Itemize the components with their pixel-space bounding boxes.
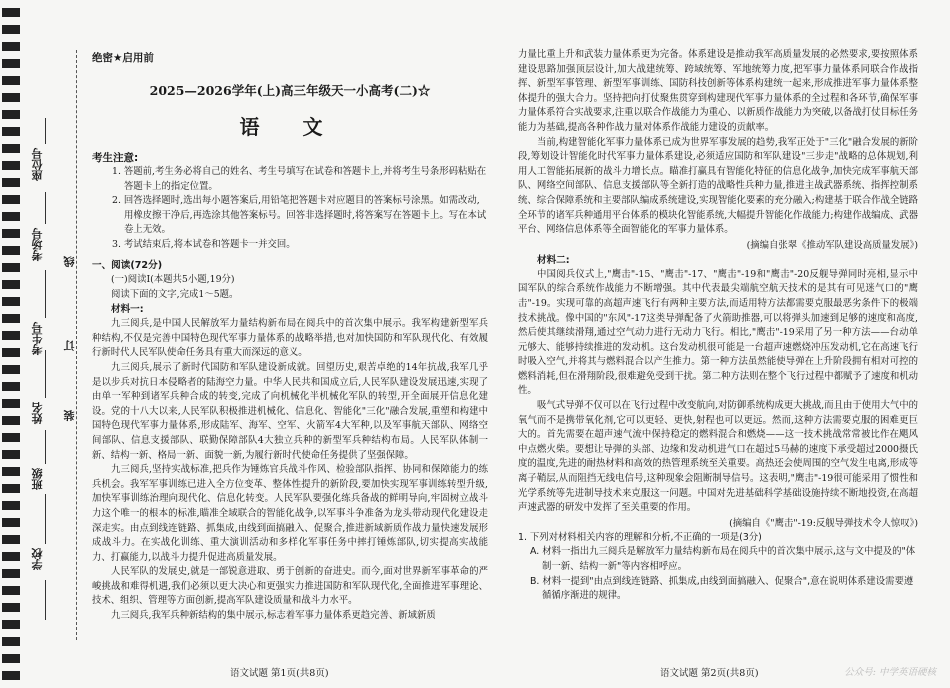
write-line[interactable]: [45, 580, 46, 620]
note-item: 2. 回答选择题时,选出每小题答案后,用铅笔把答题卡对应题目的答案标号涂黑。如需改动,用橡皮擦干净后,再选涂其他答案标号。回答非选择题时,将答案写在答题卡上。写在本试卷上无效。: [112, 195, 487, 235]
binding-bar: [2, 161, 20, 170]
binding-bar: [2, 246, 20, 255]
binding-bar: [2, 637, 20, 646]
paragraph: 九三阅兵,展示了新时代国防和军队建设新成就。回望历史,艰苦卓绝的14年抗战,我军几乎是以步兵对抗日本侵略者的陆海空力量。中华人民共和国成立后,人民军队建设发展迅速,实现了由单一军种到诸军兵种合成的转变,完成了向机械化半机械化军队的转型,开全面展开信息化建设。党的十八大以来,人民军队积极推进机械化、信息化、智能化"三化"融合发展,重塑和构建中国特色现代军事力量体系,形成陆军、海军、空军、火箭军4大军种,以及军事航天部队、网络空间部队、信息支援部队、联勤保障部队4大独立兵种的新型军兵种结构布局。人民军队体制一新、结构一新、格局一新、面貌一新,为履行新时代使命任务提供了坚强保障。: [92, 361, 488, 461]
binding-bar: [2, 8, 20, 17]
page-footer-1: 语文试题 第1页(共8页): [230, 668, 329, 679]
cut-mark-bind: 装: [63, 410, 76, 421]
binding-bar: [2, 654, 20, 663]
binding-bar: [2, 433, 20, 442]
option-b[interactable]: B. 材料一提到"由点到线连链路、抓集成,由线到面搞融入、促聚合",意在说明体系建设需要遵循循序渐进的规律。: [530, 575, 914, 602]
paragraph: 当前,构建智能化军事力量体系已成为世界军事发展的趋势,我军正处于"三化"融合发展的新阶段,筹划设计智能化时代军事力量体系建设,必须适应国防和军队建设"三步走"战略的总体规划,利用人工智能拓展新的战斗力增长点。瞄准打赢具有智能化特征的信息化战争,加快完成军事航天部队、网络空间部队、信息支援部队等全新打造的战略性兵种力量,推进主战武器系统、指挥控制系统、综合保障系统和主要部队编成系统建设,实现智能化要素的充分融入;构建基于联合作战全链路全环节的诸军兵种通用平台体系的模块化智能系统,大幅提升智能化作战能力;构建作战编成、武器平台、网络信息体系等全面智能化的军事力量体系。: [518, 136, 918, 236]
page-footer-2: 语文试题 第2页(共8页): [660, 668, 759, 679]
paragraph: 吸气式导弹不仅可以在飞行过程中改变航向,对防御系统构成更大挑战,而且由于使用大气中的氧气而不是携带氧化剂,它可以更轻、更快,射程也可以更远。然而,这种方法需要克服的困难更巨大的。首先需要在超声速气流中保持稳定的燃料混合和燃烧——这一技术挑战常常被比作在飓风中点燃火柴。要想让导弹的头部、边缘和发动机进气口在超过5马赫的速度下承受超过2000摄氏度的温度,先进的耐热材料和高效的热管理系统至关重要。高热还会使周围的空气发生电离,形成等离子鞘层,从而阻挡无线电信号,这种现象会阻断制导信号。这表明,"鹰击"-19很可能采用了惯性和光学系统等先进制导技术来克服这一问题。中国对先进基础科学基础设施持续不断地投资,在高超声速武器的研发中发挥了至关重要的作用。: [518, 400, 918, 514]
binding-bar: [2, 280, 20, 289]
question-1: 1. 下列对材料相关内容的理解和分析,不正确的一项是(3分): [518, 531, 762, 543]
binding-bar: [2, 467, 20, 476]
binding-bar: [2, 229, 20, 238]
write-line[interactable]: [45, 430, 46, 464]
note-item: 3. 考试结束后,将本试卷和答题卡一并交回。: [112, 238, 296, 250]
binding-bar: [2, 348, 20, 357]
source-citation: (摘编自《"鹰击"-19:反舰导弹技术令人惊叹》): [729, 517, 918, 529]
binding-bar: [2, 416, 20, 425]
binding-bar: [2, 331, 20, 340]
cut-mark-staple: 订: [63, 340, 76, 351]
page-2: [518, 48, 918, 604]
write-line[interactable]: [45, 270, 46, 318]
field-seat-number: 座位号: [31, 148, 44, 181]
binding-bar: [2, 518, 20, 527]
subsection-heading: (一)阅读Ⅰ(本题共5小题,19分): [111, 274, 235, 285]
binding-bar: [2, 382, 20, 391]
binding-bar: [2, 569, 20, 578]
binding-bar: [2, 484, 20, 493]
binding-bar: [2, 59, 20, 68]
material-1-label: 材料一:: [111, 304, 144, 316]
write-line[interactable]: [45, 118, 46, 144]
field-school: 学校: [31, 548, 44, 570]
field-name: 姓名: [31, 402, 44, 424]
paragraph: 人民军队的发展史,就是一部锐意进取、勇于创新的奋进史。而今,面对世界新军事革命的严峻挑战和难得机遇,我们必须以更大决心和更强实力推进国防和军队现代化,全面推进军事理论、技术、组织、管理等方面创新,提高军队建设质量和战斗力水平。: [92, 566, 488, 607]
binding-bar: [2, 399, 20, 408]
section-heading: 一、阅读(72分): [92, 260, 163, 271]
binding-bar: [2, 620, 20, 629]
binding-bar: [2, 42, 20, 51]
binding-bar: [2, 178, 20, 187]
write-line[interactable]: [45, 350, 46, 398]
binding-bar: [2, 144, 20, 153]
binding-bar: [2, 297, 20, 306]
subject-title: 语 文: [239, 115, 341, 139]
binding-bar: [2, 552, 20, 561]
cut-mark-line: 线: [63, 256, 76, 267]
option-a[interactable]: A. 材料一指出九三阅兵是解放军力量结构新布局在阅兵中的首次集中展示,这与文中提及的"体制一新、结构一新"等内容相呼应。: [530, 546, 916, 572]
material-2-label: 材料二:: [537, 254, 570, 266]
secret-label: 绝密★启用前: [92, 52, 154, 64]
write-line[interactable]: [45, 494, 46, 544]
instruction: 阅读下面的文字,完成1～5题。: [111, 288, 239, 300]
note-item: 1. 答题前,考生务必将自己的姓名、考生号填写在试卷和答题卡上,并将考生号条形码粘贴在答题卡上的指定位置。: [112, 166, 487, 192]
binding-bar: [2, 603, 20, 612]
exam-title: 2025—2026学年(上)高三年级天一小高考(二)☆: [149, 83, 431, 98]
source-citation: (摘编自张翠《推动军队建设高质量发展》): [746, 239, 918, 251]
notes-heading: 考生注意:: [92, 152, 139, 164]
binding-bar: [2, 195, 20, 204]
write-line[interactable]: [45, 192, 46, 224]
paragraph: 中国阅兵仪式上,"鹰击"-15、"鹰击"-17、"鹰击"-19和"鹰击"-20反舰导弹同时亮相,显示中国军队的综合系统作战能力不断增强。其中代表最尖端航空航天技术的是其有可见迷气口的"鹰击"-19。实现可靠的高超声速飞行有两种主要方法,而适用特方法都需要克服最恶劣条件下的极端技术挑战。像中国的"东风"-17这类导弹配备了火箭助推器,可以将弹头加速到足够的速度和高度,然后使其继续滑翔,通过空气动力进行无动力飞行。相比,"鹰击"-19采用了另一种方法——台动单元够大、能够持续推进的发动机。这台发动机很可能是一台超声速燃烧冲压发动机,它在高速飞行时吸入空气,并将其与燃料混合以产生推力。第一种方法虽然能使导弹在上升阶段拥有相对可控的燃料消耗,但在滑翔阶段,很难避免受到干扰。第二种方法则在整个飞行过程中都赋予了速度和机动性。: [518, 268, 918, 397]
binding-bar: [2, 671, 20, 680]
watermark: 公众号: 中学英语硬核: [844, 667, 936, 678]
binding-strip: [0, 0, 22, 688]
paragraph: 九三阅兵,坚持实战标准,把兵作为锤炼官兵战斗作风、检验部队指挥、协同和保障能力的练兵机会。我军军事训练已进入全方位变革、整体性提升的新阶段,要加快实现军事训练转型升级,加快军事训练治理向现代化、信息化转变。人民军队要强化练兵备战的鲜明导向,牢固树立战斗力这个唯一的根本的标准,瞄准全域联合的智能化战争,以军事斗争准备为龙头带动现代化建设走深走实。由点到线连链路、抓集成,由线到面搞融入、促聚合,推进新域新质作战力量快速发展形成战斗力。在实战化训练、重大演训活动和多样化军事任务中摔打锤炼部队,切实提高实战能力、打赢能力,以战斗力提升促进高质量发展。: [92, 464, 488, 563]
binding-bar: [2, 365, 20, 374]
binding-bar: [2, 212, 20, 221]
binding-bar: [2, 127, 20, 136]
field-exam-room: 考场号: [31, 228, 44, 261]
binding-bar: [2, 25, 20, 34]
binding-bar: [2, 263, 20, 272]
binding-bar: [2, 76, 20, 85]
binding-bar: [2, 93, 20, 102]
field-candidate-number: 考生号: [31, 322, 44, 355]
paragraph: 九三阅兵,是中国人民解放军力量结构新布局在阅兵中的首次集中展示。我军构建新型军兵种结构,不仅是完善中国特色现代军事力量体系的战略举措,也对加快国防和军队现代化、有效履行新时代人民军队使命任务具有重大而深远的意义。: [92, 318, 488, 359]
binding-bar: [2, 501, 20, 510]
page-1: [92, 50, 488, 624]
paragraph: 九三阅兵,我军兵种新结构的集中展示,标志着军事力量体系更趋完善、新域新质: [111, 610, 436, 622]
binding-bar: [2, 110, 20, 119]
binding-bar: [2, 586, 20, 595]
binding-bar: [2, 314, 20, 323]
binding-bar: [2, 450, 20, 459]
paragraph: 力量比重上升和武装力量体系更为完备。体系建设是推动我军高质量发展的必然要求,要按照体系建设思路加强顶层设计,加大战建统筹、跨域统筹、军地统筹力度,把军事力量体系同联合作战指挥、新型军事管理、新型军事训练、国防科技创新等体系构建统一起来,形成推进军事力量体系整体提升的强大合力。坚持把向打仗聚焦贯穿到构建现代军事力量体系的全过程和各环节,确保军事力量体系符合实战要求,注重以联合作战能力为重心、以新质作战能力为突破,以备战打仗目标任务能力为基础,提高各种作战力量对体系作战能力建设的贡献率。: [518, 49, 918, 133]
binding-bar: [2, 535, 20, 544]
field-class: 班级: [31, 468, 44, 490]
